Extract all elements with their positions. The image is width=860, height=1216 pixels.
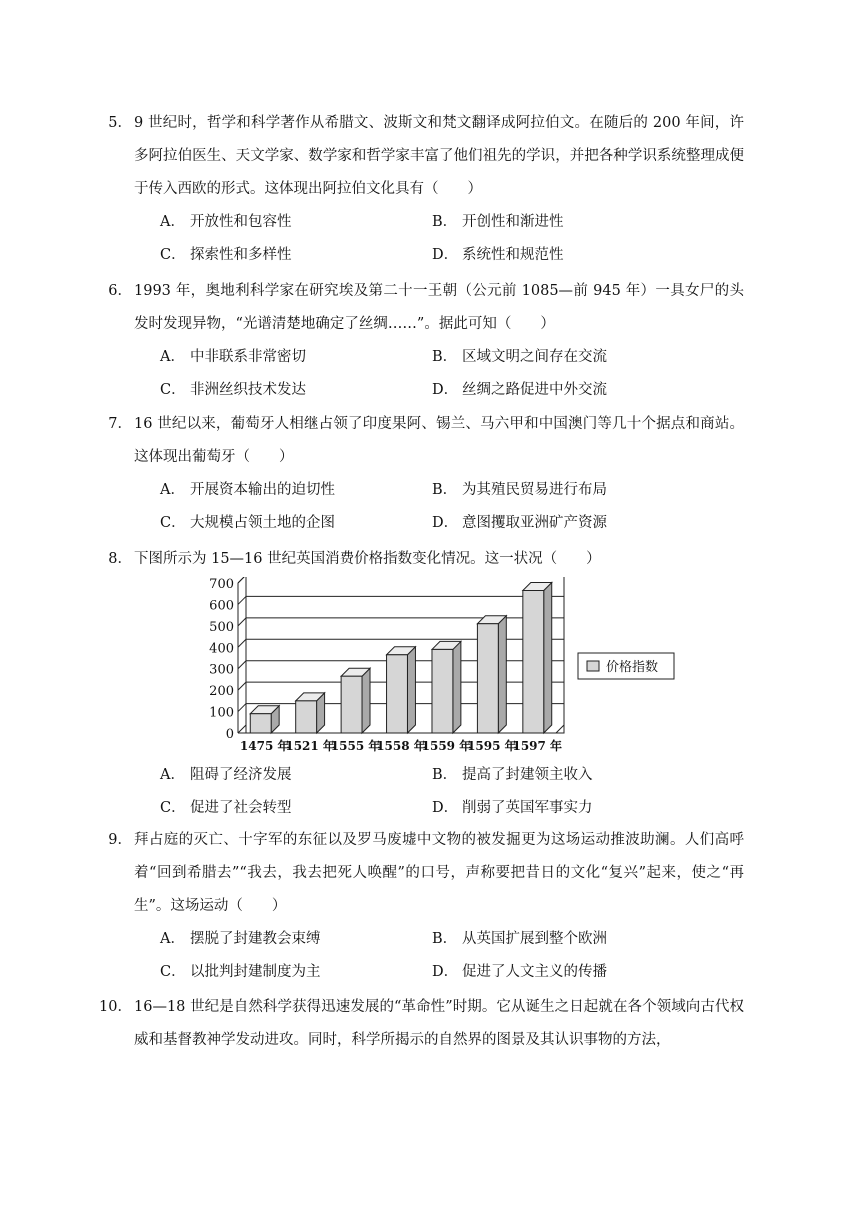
option-text: 中非联系非常密切 — [190, 349, 306, 365]
option-text: 系统性和规范性 — [462, 247, 564, 263]
options — [160, 923, 744, 989]
bar — [250, 714, 271, 733]
option-letter: B． — [432, 482, 458, 498]
bar-side — [407, 647, 415, 733]
option-d[interactable] — [432, 956, 732, 989]
option-d[interactable] — [432, 239, 732, 272]
option-text: 促进了人文主义的传播 — [462, 964, 607, 980]
question-stem: 16—18 世纪是自然科学获得迅速发展的“革命性”时期。它从诞生之日起就在各个领域向古代权威和基督教神学发动进攻。同时，科学所揭示的自然界的图景及其认识事物的方法， — [134, 999, 744, 1048]
option-b[interactable] — [432, 923, 732, 956]
gridline-depth — [238, 596, 246, 604]
question-stem: 1993 年，奥地利科学家在研究埃及第二十一王朝（公元前 1085—前 945 年）一具女尸的头发时发现异物，“光谱清楚地确定了丝绸……”。据此可知（ ） — [134, 283, 744, 332]
option-letter: A． — [160, 767, 185, 783]
bar — [432, 649, 453, 733]
option-letter: D． — [432, 515, 459, 531]
option-a[interactable] — [160, 206, 432, 239]
bar-side — [498, 616, 506, 733]
gridline-depth — [238, 661, 246, 669]
option-letter: C． — [160, 382, 186, 398]
legend-label: 价格指数 — [606, 660, 659, 675]
option-text: 探索性和多样性 — [190, 247, 292, 263]
options — [160, 341, 744, 407]
option-a[interactable] — [160, 474, 432, 507]
gridline-depth — [238, 704, 246, 712]
option-letter: A． — [160, 214, 185, 230]
question-7 — [108, 408, 744, 540]
option-c[interactable] — [160, 507, 432, 540]
option-c[interactable] — [160, 374, 432, 407]
option-letter: D． — [432, 382, 459, 398]
question-stem: 9 世纪时，哲学和科学著作从希腊文、波斯文和梵文翻译成阿拉伯文。在随后的 200 年间，许多阿拉伯医生、天文学家、数学家和哲学家丰富了他们祖先的学识，并把各种学识系统整理成便于传入西欧的形式。这体现出阿拉伯文化具有（ ） — [134, 115, 744, 197]
option-text: 以批判封建制度为主 — [190, 964, 321, 980]
x-tick-label: 1521 年 — [285, 739, 335, 753]
option-text: 摆脱了封建教会束缚 — [190, 931, 321, 947]
option-letter: B． — [432, 767, 458, 783]
option-b[interactable] — [432, 206, 732, 239]
bar — [387, 655, 408, 733]
option-letter: A． — [160, 349, 185, 365]
gridline-depth — [238, 682, 246, 690]
gridline-depth — [238, 639, 246, 647]
bar — [523, 591, 544, 734]
x-tick-label: 1558 年 — [376, 739, 426, 753]
options — [160, 206, 744, 272]
y-tick-label: 700 — [209, 577, 234, 592]
question-stem: 拜占庭的灭亡、十字军的东征以及罗马废墟中文物的被发掘更为这场运动推波助澜。人们高呼着“回到希腊去”“我去，我去把死人唤醒”的口号，声称要把昔日的文化“复兴”起来，使之“再生”。这场运动（ ） — [134, 832, 744, 914]
options — [160, 759, 744, 825]
gridline-depth — [238, 577, 246, 583]
option-a[interactable] — [160, 341, 432, 374]
question-number: 7． — [108, 416, 132, 432]
bar — [341, 676, 362, 733]
option-text: 开创性和渐进性 — [462, 214, 564, 230]
option-d[interactable] — [432, 507, 732, 540]
option-c[interactable] — [160, 956, 432, 989]
question-number: 8． — [108, 551, 132, 567]
gridline-depth — [238, 618, 246, 626]
question-stem: 16 世纪以来，葡萄牙人相继占领了印度果阿、锡兰、马六甲和中国澳门等几十个据点和商站。这体现出葡萄牙（ ） — [134, 416, 744, 465]
x-tick-label: 1595 年 — [467, 739, 517, 753]
option-text: 大规模占领土地的企图 — [190, 515, 335, 531]
question-9 — [108, 824, 744, 989]
option-letter: C． — [160, 515, 186, 531]
y-tick-label: 100 — [209, 705, 234, 721]
bar — [296, 701, 317, 733]
legend-swatch — [587, 661, 599, 671]
option-b[interactable] — [432, 341, 732, 374]
question-5 — [108, 107, 744, 272]
option-text: 丝绸之路促进中外交流 — [462, 382, 607, 398]
bar — [477, 624, 498, 733]
question-10 — [99, 991, 744, 1057]
option-letter: D． — [432, 800, 459, 816]
option-text: 意图攫取亚洲矿产资源 — [462, 515, 607, 531]
option-letter: B． — [432, 931, 458, 947]
question-number: 10． — [99, 999, 132, 1015]
option-text: 促进了社会转型 — [190, 800, 292, 816]
option-text: 非洲丝织技术发达 — [190, 382, 306, 398]
option-b[interactable] — [432, 474, 732, 507]
option-letter: D． — [432, 247, 459, 263]
options — [160, 474, 744, 540]
option-letter: A． — [160, 931, 185, 947]
option-a[interactable] — [160, 759, 432, 792]
option-text: 开展资本输出的迫切性 — [190, 482, 335, 498]
y-tick-label: 0 — [225, 727, 234, 742]
question-number: 5． — [108, 115, 132, 131]
question-8 — [108, 543, 744, 825]
option-letter: B． — [432, 349, 458, 365]
option-text: 区域文明之间存在交流 — [462, 349, 607, 365]
option-c[interactable] — [160, 239, 432, 272]
option-letter: A． — [160, 482, 185, 498]
option-a[interactable] — [160, 923, 432, 956]
bar-side — [362, 668, 370, 733]
option-b[interactable] — [432, 759, 732, 792]
option-letter: D． — [432, 964, 459, 980]
x-tick-label: 1555 年 — [330, 739, 381, 753]
x-tick-label: 1559 年 — [421, 739, 472, 753]
option-text: 从英国扩展到整个欧洲 — [462, 931, 607, 947]
option-text: 削弱了英国军事实力 — [462, 800, 593, 816]
bar-side — [453, 641, 461, 733]
option-text: 阻碍了经济发展 — [190, 767, 292, 783]
question-stem: 下图所示为 15—16 世纪英国消费价格指数变化情况。这一状况（ ） — [134, 551, 601, 567]
y-tick-label: 200 — [209, 684, 234, 700]
plot-floor-edge — [238, 725, 246, 733]
y-tick-label: 400 — [209, 641, 234, 657]
option-letter: B． — [432, 214, 458, 230]
bar-side — [544, 583, 552, 734]
x-tick-label: 1597 年 — [512, 739, 563, 753]
option-letter: C． — [160, 247, 186, 263]
option-text: 提高了封建领主收入 — [462, 767, 593, 783]
option-letter: C． — [160, 964, 186, 980]
y-tick-label: 500 — [209, 619, 234, 635]
option-text: 开放性和包容性 — [190, 214, 292, 230]
price-index-chart — [206, 577, 686, 759]
question-6 — [108, 275, 744, 407]
y-tick-label: 300 — [209, 662, 234, 678]
plot-floor-edge — [556, 725, 564, 733]
option-d[interactable] — [432, 374, 732, 407]
question-number: 9． — [108, 832, 132, 848]
option-letter: C． — [160, 800, 186, 816]
question-number: 6． — [108, 283, 132, 299]
y-tick-label: 600 — [209, 598, 234, 614]
option-d[interactable] — [432, 792, 732, 825]
option-c[interactable] — [160, 792, 432, 825]
option-text: 为其殖民贸易进行布局 — [462, 482, 607, 498]
x-tick-label: 1475 年 — [239, 739, 290, 753]
